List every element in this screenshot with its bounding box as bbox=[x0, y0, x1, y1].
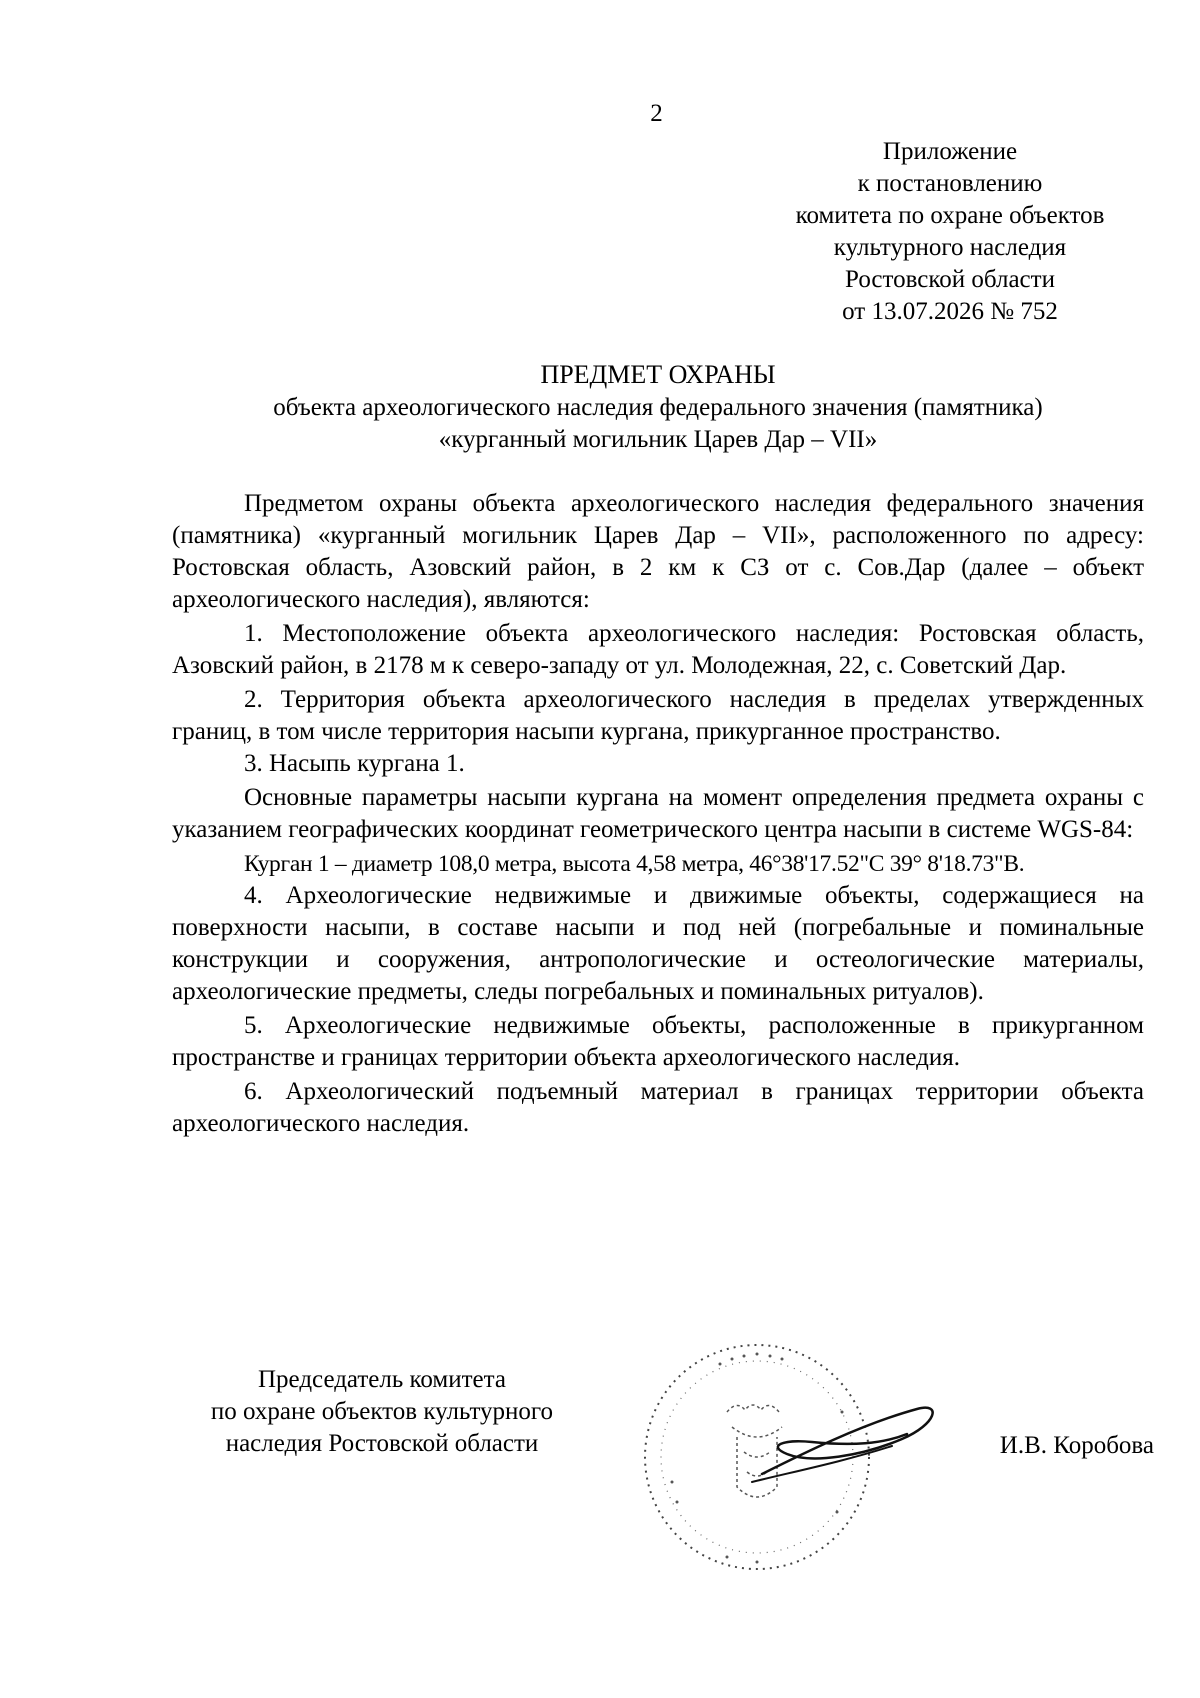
signatory-position bbox=[172, 1364, 592, 1460]
appendix-line: комитета по охране объектов bbox=[795, 202, 1105, 229]
appendix-line: культурного наследия bbox=[833, 234, 1067, 261]
appendix-header bbox=[720, 136, 1180, 328]
item-5-paragraph: 5. Археологические недвижимые объекты, расположенные в прикурганном пространстве и границах территории объекта археологического наследия. bbox=[172, 1012, 1144, 1071]
intro-paragraph: Предметом охраны объекта археологического наследия федерального значения (памятника) «курганный могильник Царев Дар – VII», расположенного по адресу: Ростовская область, Азовский район, в 2 км к СЗ от с. Сов.Дар (далее – объект археологического наследия), являются: bbox=[172, 490, 1144, 613]
handwritten-signature-icon bbox=[742, 1394, 942, 1494]
signature-block bbox=[172, 1364, 1154, 1554]
appendix-line: Ростовской области bbox=[845, 266, 1055, 293]
document-title-block bbox=[172, 358, 1144, 456]
kurgan-coordinates: Курган 1 – диаметр 108,0 метра, высота 4,58 метра, 46°38'17.52"С 39° 8'18.73"В. bbox=[244, 851, 1025, 877]
document-body bbox=[172, 488, 1144, 1140]
document-subtitle-object: «курганный могильник Царев Дар – VII» bbox=[438, 426, 878, 453]
appendix-line: к постановлению bbox=[857, 170, 1043, 197]
page-number: 2 bbox=[650, 100, 663, 127]
item-3-paragraph: 3. Насыпь кургана 1. bbox=[244, 750, 465, 777]
position-line: Председатель комитета bbox=[258, 1366, 506, 1393]
appendix-date-line: от 13.07.2026 № 752 bbox=[842, 298, 1058, 325]
position-line: наследия Ростовской области bbox=[225, 1430, 539, 1457]
position-line: по охране объектов культурного bbox=[210, 1398, 554, 1425]
params-paragraph: Основные параметры насыпи кургана на момент определения предмета охраны с указанием географических координат геометрического центра насыпи в системе WGS-84: bbox=[172, 784, 1144, 843]
item-6-paragraph: 6. Археологический подъемный материал в границах территории объекта археологического наследия. bbox=[172, 1078, 1144, 1137]
item-1-paragraph: 1. Местоположение объекта археологического наследия: Ростовская область, Азовский район, в 2178 м к северо-западу от ул. Молодежная, 22, с. Советский Дар. bbox=[172, 620, 1144, 679]
document-subtitle: объекта археологического наследия федерального значения (памятника) bbox=[273, 394, 1043, 421]
item-4-paragraph: 4. Археологические недвижимые и движимые объекты, содержащиеся на поверхности насыпи, в составе насыпи и под ней (погребальные и поминальные конструкции и сооружения, антропологические и остеологические материалы, археологические предметы, следы погребальных и поминальных ритуалов). bbox=[172, 882, 1144, 1005]
item-2-paragraph: 2. Территория объекта археологического наследия в пределах утвержденных границ, в том числе территория насыпи кургана, прикурганное пространство. bbox=[172, 686, 1144, 745]
document-title: ПРЕДМЕТ ОХРАНЫ bbox=[540, 360, 776, 389]
signatory-name: И.В. Коробова bbox=[999, 1432, 1154, 1459]
appendix-line: Приложение bbox=[882, 138, 1018, 165]
